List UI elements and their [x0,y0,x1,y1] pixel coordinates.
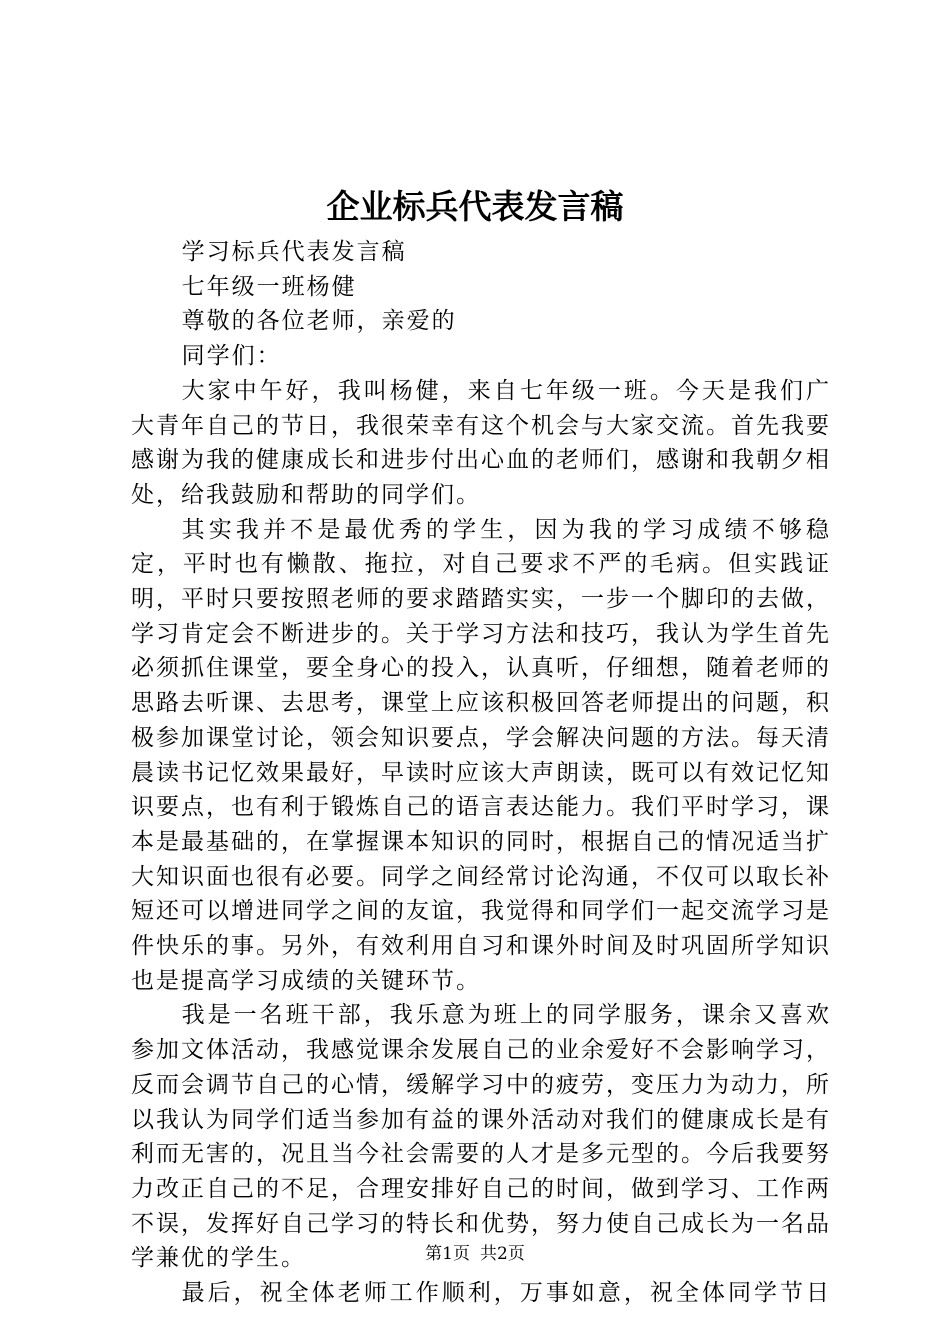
salutation-line-continued: 同学们： [181,343,282,370]
paragraph-greeting: 大家中午好，我叫杨健，来自七年级一班。今天是我们广大青年自己的节日，我很荣幸有这个机会与大家交流。首先我要感谢为我的健康成长和进步付出心血的老师们，感谢和我朝夕相处，给我鼓励和帮助的同学们。 [131,377,831,508]
subtitle-line: 学习标兵代表发言稿 [181,239,407,265]
page-footer [0,1242,950,1266]
page-number: 第1页 [425,1244,470,1264]
document-body [131,235,831,1311]
paragraph-study-methods: 其实我并不是最优秀的学生，因为我的学习成绩不够稳定，平时也有懒散、拖拉，对自己要求不严的毛病。但实践证明，平时只要按照老师的要求踏踏实实，一步一个脚印的去做，学习肯定会不断进步的。关于学习方法和技巧，我认为学生首先必须抓住课堂，要全身心的投入，认真听，仔细想，随着老师的思路去听课、去思考，课堂上应该积极回答老师提出的问题，积极参加课堂讨论，领会知识要点，学会解决问题的方法。每天清晨读书记忆效果最好，早读时应该大声朗读，既可以有效记忆知识要点，也有利于锻炼自己的语言表达能力。我们平时学习，课本是最基础的，在掌握课本知识的同时，根据自己的情况适当扩大知识面也很有必要。同学之间经常讨论沟通，不仅可以取长补短还可以增进同学之间的友谊，我觉得和同学们一起交流学习是件快乐的事。另外，有效利用自习和课外时间及时巩固所学知识也是提高学习成绩的关键环节。 [131,516,831,994]
document-title: 企业标兵代表发言稿 [326,187,624,226]
paragraph-class-cadre: 我是一名班干部，我乐意为班上的同学服务，课余又喜欢参加文体活动，我感觉课余发展自己的业余爱好不会影响学习，反而会调节自己的心情，缓解学习中的疲劳，变压力为动力，所以我认为同学们适当参加有益的课外活动对我们的健康成长是有利而无害的，况且当今社会需要的人才是多元型的。今后我要努力改正自己的不足，合理安排好自己的时间，做到学习、工作两不误，发挥好自己学习的特长和优势，努力使自己成长为一名品学兼优的学生。 [131,1002,831,1272]
page-total: 共2页 [480,1244,525,1264]
paragraph-closing: 最后，祝全体老师工作顺利，万事如意，祝全体同学节日 [181,1280,831,1307]
salutation-line: 尊敬的各位老师，亲爱的 [181,308,457,335]
author-line: 七年级一班杨健 [181,273,357,300]
